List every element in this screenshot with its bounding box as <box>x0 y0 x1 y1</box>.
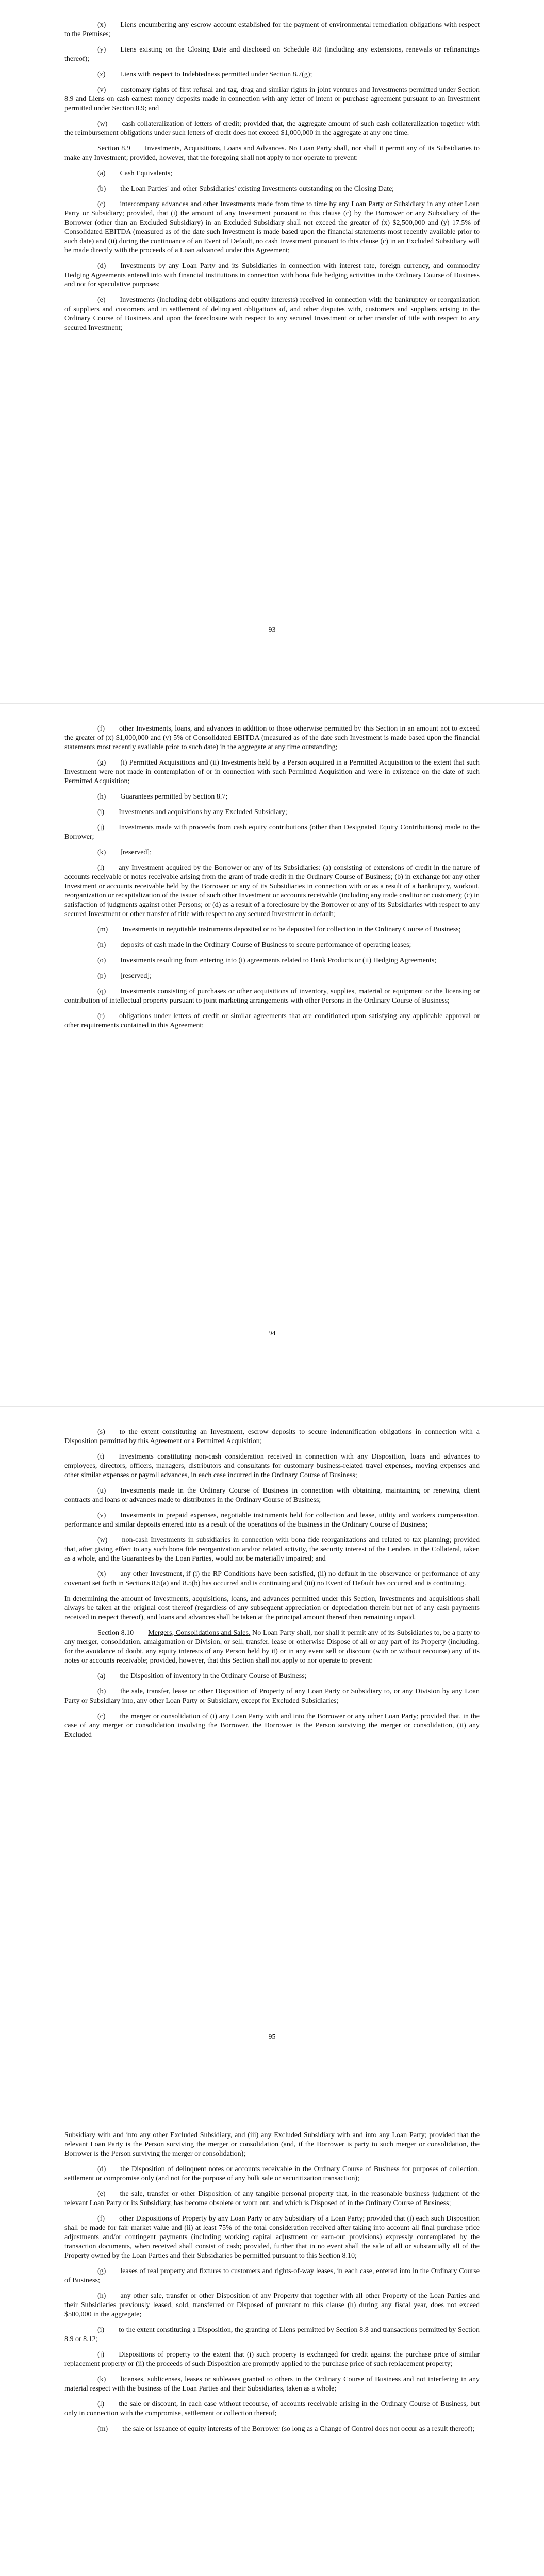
clause-text: non-cash Investments in subsidiaries in connection with bona fide reorganizations and related to tax planning; provided that, after giving effect to any such bona fide reorganization and/or related activity, the security interest of the Lenders in the Collateral, taken as a whole, and the Guarantees by the Loan Parties, would not be materially impaired; and <box>64 1536 480 1563</box>
clause-label: (l) <box>97 2400 105 2408</box>
clause-text: Investments (including debt obligations and equity interests) received in connection with the bankruptcy or reorganization of suppliers and customers and in settlement of delinquent obligations of, and other disputes with, customers and suppliers arising in the Ordinary Course of Business and upon the foreclosure with respect to any secured Investment or other transfer of title with respect to any secured Investment; <box>64 296 480 332</box>
clause-paragraph <box>64 1428 480 1446</box>
clause-paragraph <box>64 1012 480 1030</box>
clause-label: (m) <box>97 2425 108 2433</box>
clause-text: any other Investment, if (i) the RP Conditions have been satisfied, (ii) no default in the observance or performance of any covenant set forth in Sections 8.5(a) and 8.5(b) has occurred and is continuing and (iii) no Event of Default has occurred and is continuing. <box>64 1570 480 1587</box>
clause-text: Investments resulting from entering into (i) agreements related to Bank Products or (ii) Hedging Agreements; <box>120 957 437 964</box>
clause-text: leases of real property and fixtures to customers and rights-of-way leases, in each case, entered into in the Ordinary Course of Business; <box>64 2267 480 2284</box>
clause-text: the Disposition of delinquent notes or accounts receivable in the Ordinary Course of Business for purposes of collection, settlement or compromise only (and not for the purpose of any bulk sale or securitization transaction); <box>64 2165 480 2182</box>
clause-label: Section 8.9 <box>97 145 130 152</box>
clause-paragraph <box>64 70 480 79</box>
clause-text: the merger or consolidation of (i) any Loan Party with and into the Borrower or any other Loan Party; provided that, in the case of any merger or consolidation involving the Borrower, the Borrower is the Person surviving the merger or consolidation, (ii) any Excluded <box>64 1713 480 1739</box>
clause-paragraph <box>64 120 480 138</box>
clause-label: (j) <box>97 2351 105 2359</box>
clause-text: Investments made with proceeds from cash equity contributions (other than Designated Equity Contributions) made to the Borrower; <box>64 824 480 841</box>
section-heading-paragraph <box>64 1629 480 1666</box>
clause-text: In determining the amount of Investments, acquisitions, loans, and advances permitted under this Section, Investments and acquisitions shall always be taken at the original cost thereof (regardless of any subsequent appreciation or depreciation therein but net of any cash payments received in respect thereof), and loans and advances shall be taken at the principal amount thereof then remaining unpaid. <box>64 1595 480 1621</box>
clause-label: (w) <box>97 1536 108 1544</box>
clause-label: (p) <box>97 972 106 980</box>
clause-label: (v) <box>97 86 106 94</box>
clause-paragraph <box>64 808 480 817</box>
clause-paragraph <box>64 2214 480 2261</box>
clause-label: (j) <box>97 824 105 832</box>
clause-paragraph <box>64 987 480 1006</box>
clause-paragraph <box>64 863 480 919</box>
clause-label: (q) <box>97 988 106 995</box>
clause-paragraph <box>64 2165 480 2183</box>
clause-text: any other sale, transfer or other Disposition of any Property that together with all other Property of the Loan Parties and their Subsidiaries previously leased, sold, transferred or Disposed of pursuant to this clause (h) during any fiscal year, does not exceed $500,000 in the aggregate; <box>64 2292 480 2318</box>
clause-text: Liens with respect to Indebtedness permitted under Section 8.7(g); <box>120 71 312 78</box>
page-number: 95 <box>268 2033 276 2041</box>
clause-text: intercompany advances and other Investments made from time to time by any Loan Party or Subsidiary in any other Loan Party or Subsidiary; provided, that (i) the amount of any Investment pursuant to this clause (c) by the Borrower or any Subsidiary of the Borrower (other than an Excluded Subsidiary) in an Excluded Subsidiary shall not exceed the greater of (x) $2,500,000 and (y) 17.5% of Consolidated EBITDA (measured as of the date such Investment is made based upon the financial statements most recently available prior to such date) and (ii) during the continuance of an Event of Default, no cash Investment pursuant to this clause (c) in an Excluded Subsidiary will be made directly with the proceeds of a Loan advanced under this Agreement; <box>64 200 480 255</box>
clause-label: (e) <box>97 296 106 304</box>
clause-paragraph <box>64 724 480 752</box>
clause-text: Investments made in the Ordinary Course of Business in connection with obtaining, maintaining or renewing client contracts and loans or advances made to distributors in the Ordinary Course of Business; <box>64 1487 480 1504</box>
clause-text: Dispositions of property to the extent that (i) such property is exchanged for credit against the purchase price of similar replacement property or (ii) the proceeds of such Disposition are promptly applied to the purchase price of such replacement property; <box>64 2351 480 2368</box>
clause-text: Investments by any Loan Party and its Subsidiaries in connection with interest rate, foreign currency, and commodity Hedging Agreements entered into with financial institutions in connection with bona fide hedging activities in the Ordinary Course of Business and not for speculative purposes; <box>64 262 480 289</box>
clause-label: (b) <box>97 1688 106 1696</box>
clause-label: (d) <box>97 2165 106 2173</box>
clause-label: (a) <box>97 170 106 177</box>
clause-paragraph <box>64 200 480 256</box>
clause-paragraph <box>64 941 480 950</box>
clause-label: (o) <box>97 957 106 964</box>
clause-text: the Loan Parties' and other Subsidiaries' existing Investments outstanding on the Closing Date; <box>120 185 394 193</box>
document-page <box>0 1406 544 2110</box>
clause-text: Investments in negotiable instruments deposited or to be deposited for collection in the Ordinary Course of Business; <box>122 926 461 934</box>
page-number: 93 <box>268 626 276 634</box>
clause-text: to the extent constituting a Disposition, the granting of Liens permitted by Section 8.8 and transactions permitted by Section 8.9 or 8.12; <box>64 2326 480 2343</box>
clause-paragraph <box>64 2131 480 2159</box>
clause-paragraph <box>64 86 480 113</box>
clause-text: the sale or discount, in each case without recourse, of accounts receivable arising in the Ordinary Course of Business, but only in connection with the compromise, settlement or collection thereof; <box>64 2400 480 2417</box>
clause-text: Investments constituting non-cash consideration received in connection with any Disposition, loans and advances to employees, directors, officers, managers, distributors and consultants for customary business-related travel expenses, moving expenses and other similar expenses or payroll advances, in each case incurred in the Ordinary Course of Business; <box>64 1453 480 1479</box>
clause-label: (i) <box>97 2326 105 2334</box>
document-page <box>0 2110 544 2576</box>
clause-paragraph <box>64 1595 480 1622</box>
clause-paragraph <box>64 184 480 194</box>
clause-text: Cash Equivalents; <box>120 170 173 177</box>
clause-paragraph <box>64 262 480 290</box>
clause-paragraph <box>64 972 480 981</box>
clause-label: (x) <box>97 21 106 29</box>
clause-paragraph <box>64 1570 480 1588</box>
clause-text: other Dispositions of Property by any Loan Party or any Subsidiary of a Loan Party; provided that (i) each such Disposition shall be made for fair market value and (ii) at least 75% of the total consideration received after taking into account all final purchase price adjustments and/or contingent payments (including working capital adjustment or earn-out provisions) expressly contemplated by the transaction documents, when received shall consist of cash; provided, further that in no event shall the sale of all or substantially all of the Property owned by the Loan Parties and their Subsidiaries be permitted pursuant to this Section 8.10; <box>64 2215 480 2260</box>
clause-label: (d) <box>97 262 106 270</box>
clause-text: Investments and acquisitions by any Excluded Subsidiary; <box>119 808 287 816</box>
clause-text: Investments in prepaid expenses, negotiable instruments held for collection and lease, utility and workers compensation, performance and similar deposits entered into as a result of the operations of the business in the Ordinary Course of Business; <box>64 1512 480 1529</box>
clause-label: (c) <box>97 200 106 208</box>
clause-label: Section 8.10 <box>97 1629 134 1637</box>
clause-paragraph <box>64 21 480 39</box>
clause-label: (y) <box>97 46 106 54</box>
clause-text: [reserved]; <box>120 972 152 980</box>
clause-label: (u) <box>97 1487 106 1495</box>
clause-text: the sale, transfer or other Disposition of any tangible personal property that, in the reasonable business judgment of the relevant Loan Party or its Subsidiary, has become obsolete or worn out, and which is Disposed of in the Ordinary Course of Business; <box>64 2190 480 2207</box>
section-heading-paragraph <box>64 144 480 163</box>
clause-paragraph <box>64 2190 480 2208</box>
page-number: 94 <box>268 1330 276 1337</box>
clause-text: obligations under letters of credit or similar agreements that are conditioned upon satisfying any applicable approval or other requirements contained in this Agreement; <box>64 1012 480 1029</box>
clause-text: Investments consisting of purchases or other acquisitions of inventory, supplies, material or equipment or the licensing or contribution of intellectual property pursuant to joint marketing arrangements with other Persons in the Ordinary Course of Business; <box>64 988 480 1005</box>
clause-text: [reserved]; <box>120 849 152 856</box>
clause-text: the sale or issuance of equity interests of the Borrower (so long as a Change of Control does not occur as a result thereof); <box>122 2425 475 2433</box>
clause-text: licenses, sublicenses, leases or subleases granted to others in the Ordinary Course of Business and not interfering in any material respect with the business of the Loan Parties and their Subsidiaries, taken as a whole; <box>64 2376 480 2393</box>
clause-paragraph <box>64 925 480 935</box>
clause-label: (f) <box>97 2215 105 2223</box>
clause-paragraph <box>64 2400 480 2418</box>
clause-text: No Loan Party shall, nor shall it permit any of its Subsidiaries to make any Investment; provided, however, that the foregoing shall not apply to nor operate to prevent: <box>64 145 480 162</box>
clause-label: (n) <box>97 941 106 949</box>
clause-label: (b) <box>97 185 106 193</box>
clause-paragraph <box>64 1712 480 1740</box>
clause-label: (k) <box>97 849 106 856</box>
clause-paragraph <box>64 1672 480 1681</box>
clause-paragraph <box>64 956 480 965</box>
clause-label: (t) <box>97 1453 105 1461</box>
clause-paragraph <box>64 2350 480 2369</box>
clause-text: No Loan Party shall, nor shall it permit any of its Subsidiaries to, be a party to any merger, consolidation, amalgamation or Division, or sell, transfer, lease or otherwise Dispose of all or any part of its Property (including, for the avoidance of doubt, any equity interests of any Person held by it) or in any event sell or discount (with or without recourse) any of its notes or accounts receivable; provided, however, that this Section shall not apply to nor operate to prevent: <box>64 1629 480 1665</box>
clause-paragraph <box>64 2375 480 2394</box>
clause-label: (r) <box>97 1012 105 1020</box>
clause-text: the Disposition of inventory in the Ordinary Course of Business; <box>120 1672 307 1680</box>
clause-paragraph <box>64 758 480 786</box>
clause-label: (s) <box>97 1428 105 1436</box>
clause-label: (k) <box>97 2376 106 2383</box>
clause-label: (m) <box>97 926 108 934</box>
clause-label: (i) <box>97 808 105 816</box>
clause-label: (h) <box>97 793 106 801</box>
clause-paragraph <box>64 792 480 802</box>
section-title: Mergers, Consolidations and Sales. <box>148 1629 251 1637</box>
clause-text: Liens encumbering any escrow account established for the payment of environmental remediation obligations with respect to the Premises; <box>64 21 480 38</box>
clause-text: Guarantees permitted by Section 8.7; <box>120 793 228 801</box>
clause-label: (f) <box>97 725 105 733</box>
clause-paragraph <box>64 2425 480 2434</box>
clause-label: (e) <box>97 2190 106 2198</box>
clause-paragraph <box>64 2326 480 2344</box>
clause-text: the sale, transfer, lease or other Disposition of Property of any Loan Party or Subsidiary to, or any Division by any Loan Party or Subsidiary into, any other Loan Party or Subsidiary, except for Excluded Subsidiaries; <box>64 1688 480 1705</box>
clause-text: any Investment acquired by the Borrower or any of its Subsidiaries: (a) consisting of extensions of credit in the nature of accounts receivable or notes receivable arising from the grant of trade credit in the Ordinary Course of Business; (b) in exchange for any other Investment or accounts receivable held by the Borrower or any of its Subsidiaries in connection with or as a result of a bankruptcy, workout, reorganization or recapitalization of the issuer of such other Investment or accounts receivable (including any trade creditor or customer); (c) in satisfaction of judgments against other Persons; or (d) as a result of a foreclosure by the Borrower or any of its Subsidiaries with respect to any secured Investment or other transfer of title with respect to any secured Investment in default; <box>64 864 480 918</box>
clause-text: Subsidiary with and into any other Excluded Subsidiary, and (iii) any Excluded Subsidiary with and into any Loan Party; provided that the relevant Loan Party is the Person surviving the merger or consolidation (and, if the Borrower is party to such merger or consolidation, the Borrower is the Person surviving the merger or consolidation); <box>64 2131 480 2158</box>
section-title: Investments, Acquisitions, Loans and Advances. <box>144 145 286 152</box>
clause-paragraph <box>64 169 480 178</box>
clause-paragraph <box>64 2292 480 2319</box>
clause-text: Liens existing on the Closing Date and disclosed on Schedule 8.8 (including any extensions, renewals or refinancings thereof); <box>64 46 480 63</box>
clause-paragraph <box>64 1536 480 1564</box>
clause-label: (g) <box>97 759 106 767</box>
clause-paragraph <box>64 848 480 857</box>
clause-label: (x) <box>97 1570 106 1578</box>
clause-label: (l) <box>97 864 105 872</box>
clause-paragraph <box>64 1511 480 1530</box>
clause-text: other Investments, loans, and advances in addition to those otherwise permitted by this Section in an amount not to exceed the greater of (x) $1,000,000 and (y) 5% of Consolidated EBITDA (measured as of the date such Investment is made based upon the financial statements most recently available prior to such date) in the aggregate at any time outstanding; <box>64 725 480 751</box>
clause-label: (c) <box>97 1713 106 1720</box>
clause-label: (g) <box>97 2267 106 2275</box>
clause-paragraph <box>64 823 480 842</box>
clause-paragraph <box>64 1687 480 1706</box>
document-page <box>0 0 544 703</box>
clause-paragraph <box>64 1452 480 1480</box>
clause-text: customary rights of first refusal and tag, drag and similar rights in joint ventures and Investments permitted under Section 8.9 and Liens on cash earnest money deposits made in connection with any letter of intent or purchase agreement pursuant to an Investment permitted under Section 8.9; and <box>64 86 480 112</box>
clause-paragraph <box>64 2267 480 2285</box>
clause-label: (a) <box>97 1672 106 1680</box>
clause-text: to the extent constituting an Investment, escrow deposits to secure indemnification obligations in connection with a Disposition permitted by this Agreement or a Permitted Acquisition; <box>64 1428 480 1445</box>
clause-text: cash collateralization of letters of credit; provided that, the aggregate amount of such cash collateralization together with the reimbursement obligations under such letters of credit does not exceed $1,000,000 in the aggregate at any one time. <box>64 120 480 137</box>
clause-paragraph <box>64 45 480 64</box>
clause-text: deposits of cash made in the Ordinary Course of Business to secure performance of operating leases; <box>120 941 411 949</box>
clause-paragraph <box>64 296 480 333</box>
clause-label: (v) <box>97 1512 106 1519</box>
clause-paragraph <box>64 1486 480 1505</box>
clause-label: (h) <box>97 2292 106 2300</box>
document-page <box>0 703 544 1406</box>
clause-text: (i) Permitted Acquisitions and (ii) Investments held by a Person acquired in a Permitted Acquisition to the extent that such Investment were not made in contemplation of or in connection with such Permitted Acquisition and were in existence on the date of such Permitted Acquisition; <box>64 759 480 785</box>
clause-label: (z) <box>97 71 106 78</box>
clause-label: (w) <box>97 120 108 128</box>
